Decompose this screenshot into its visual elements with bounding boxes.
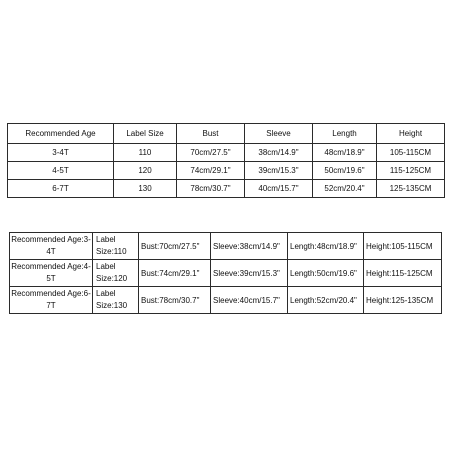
- table-cell: Recommended Age:6-7T: [10, 287, 93, 314]
- table-cell: 39cm/15.3": [245, 162, 313, 180]
- table-cell: 115-125CM: [377, 162, 445, 180]
- table-cell: 6-7T: [8, 180, 114, 198]
- table-cell: Label Size:110: [93, 233, 139, 260]
- header-cell: Height: [377, 124, 445, 144]
- table-cell: 120: [114, 162, 177, 180]
- table-cell: 110: [114, 144, 177, 162]
- table-cell: Length:50cm/19.6": [288, 260, 364, 287]
- table-row: [10, 233, 442, 260]
- table-cell: 4-5T: [8, 162, 114, 180]
- table-row: [8, 180, 445, 198]
- table-cell: Recommended Age:4-5T: [10, 260, 93, 287]
- table-cell: Height:105-115CM: [364, 233, 442, 260]
- table-cell: Sleeve:38cm/14.9": [211, 233, 288, 260]
- table-cell: Sleeve:39cm/15.3": [211, 260, 288, 287]
- table-header-row: [8, 124, 445, 144]
- table-cell: 78cm/30.7": [177, 180, 245, 198]
- table-cell: Length:48cm/18.9": [288, 233, 364, 260]
- header-cell: Sleeve: [245, 124, 313, 144]
- table-cell: 40cm/15.7": [245, 180, 313, 198]
- table-cell: Label Size:120: [93, 260, 139, 287]
- table-cell: Recommended Age:3-4T: [10, 233, 93, 260]
- table-cell: 3-4T: [8, 144, 114, 162]
- table-row: [8, 162, 445, 180]
- table-cell: 70cm/27.5": [177, 144, 245, 162]
- table-cell: Bust:70cm/27.5": [139, 233, 211, 260]
- table-row: [8, 144, 445, 162]
- table-cell: Length:52cm/20.4": [288, 287, 364, 314]
- table-cell: 52cm/20.4": [313, 180, 377, 198]
- table-cell: 50cm/19.6": [313, 162, 377, 180]
- size-chart-table-labeled: [9, 232, 442, 314]
- table-cell: 74cm/29.1": [177, 162, 245, 180]
- size-chart-table-simple: [7, 123, 445, 198]
- table-cell: 48cm/18.9": [313, 144, 377, 162]
- table-cell: 38cm/14.9": [245, 144, 313, 162]
- table-row: [10, 260, 442, 287]
- table-row: [10, 287, 442, 314]
- header-cell: Bust: [177, 124, 245, 144]
- table-cell: 125-135CM: [377, 180, 445, 198]
- table-cell: Bust:74cm/29.1": [139, 260, 211, 287]
- table-cell: Height:125-135CM: [364, 287, 442, 314]
- header-cell: Label Size: [114, 124, 177, 144]
- header-cell: Length: [313, 124, 377, 144]
- table-cell: Bust:78cm/30.7": [139, 287, 211, 314]
- header-cell: Recommended Age: [8, 124, 114, 144]
- table-cell: 105-115CM: [377, 144, 445, 162]
- table-cell: 130: [114, 180, 177, 198]
- table-cell: Height:115-125CM: [364, 260, 442, 287]
- table-cell: Label Size:130: [93, 287, 139, 314]
- table-cell: Sleeve:40cm/15.7": [211, 287, 288, 314]
